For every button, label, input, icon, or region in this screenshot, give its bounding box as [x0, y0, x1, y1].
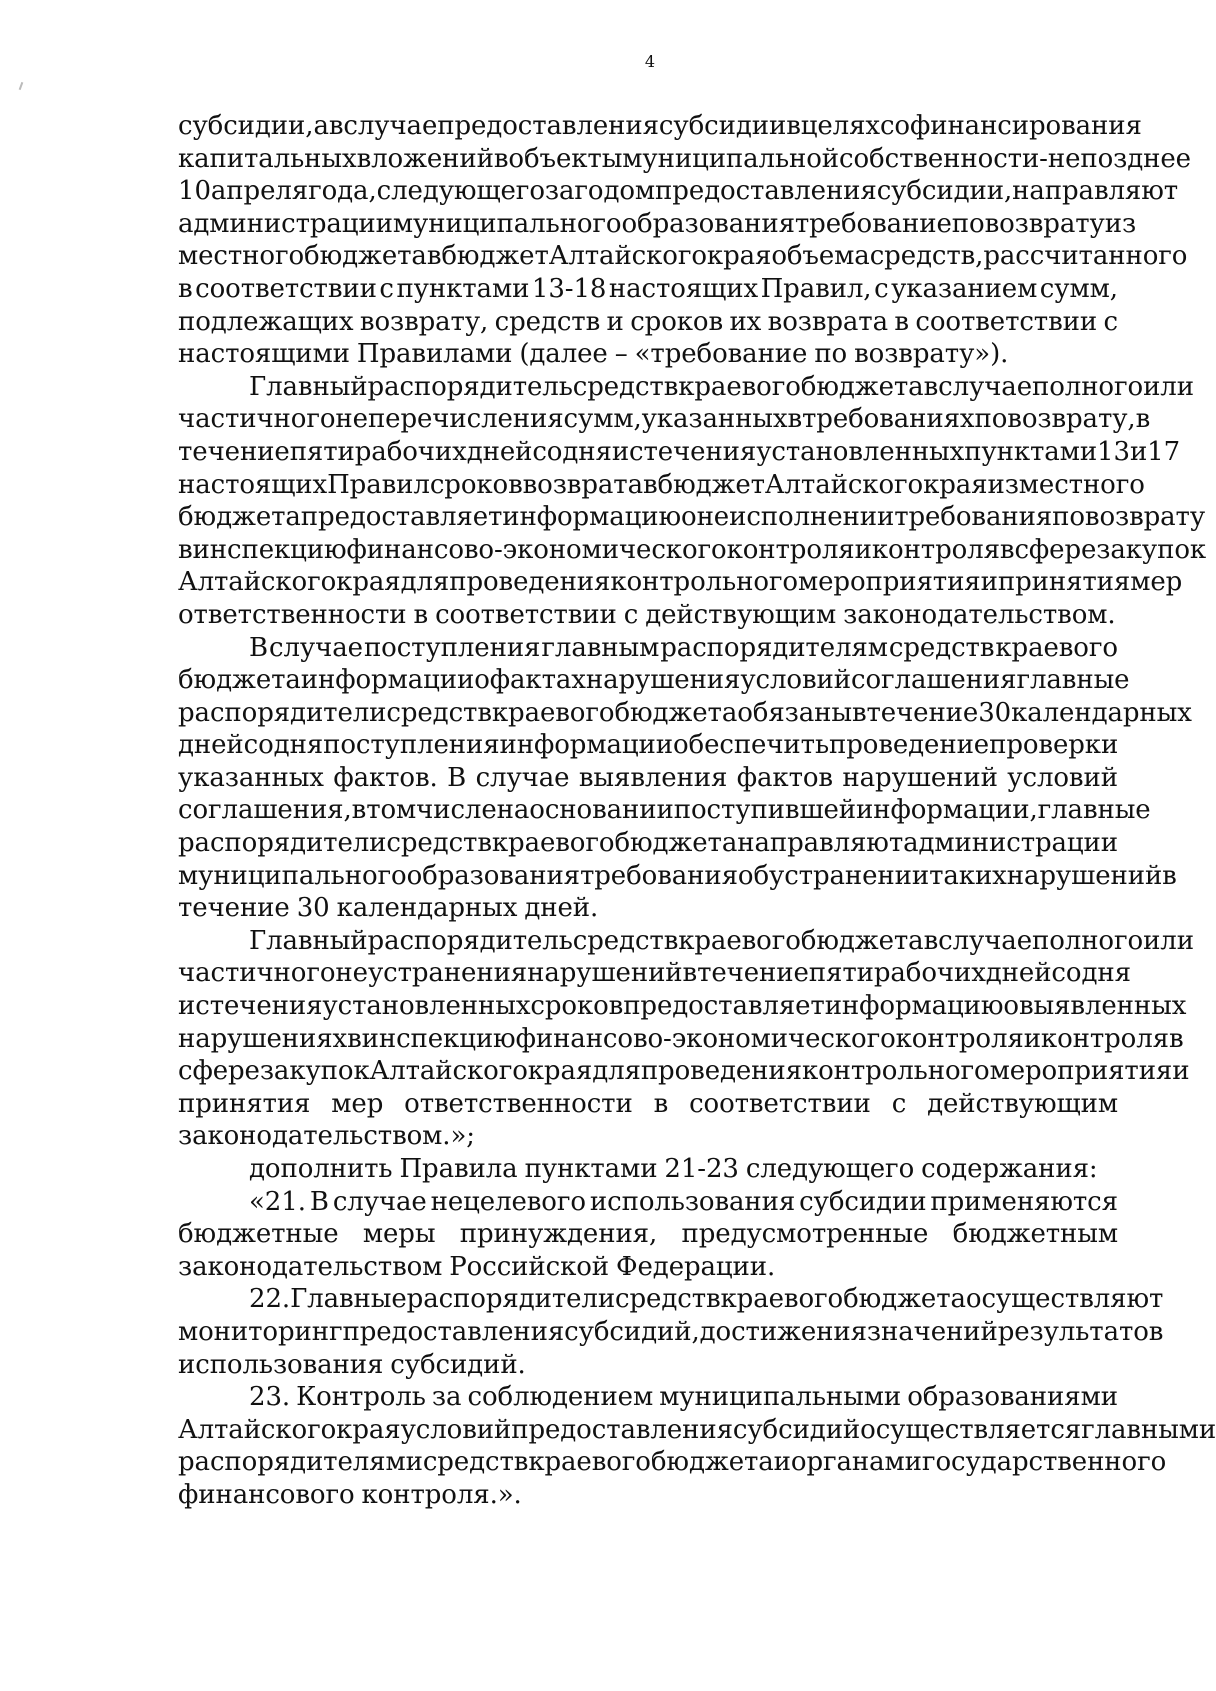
- text-line: в инспекцию финансово-экономического контроля и контроля в сфере закупок: [178, 534, 1207, 565]
- text-line: распорядители средств краевого бюджета направляют администрации: [178, 828, 1119, 859]
- text-line: ответственности в соответствии с действующим законодательством.: [178, 599, 1116, 630]
- text-line: частичного неустранения нарушений в течение пяти рабочих дней со дня: [178, 958, 1131, 989]
- text-line: принятия мер ответственности в соответствии с действующим: [178, 1088, 1118, 1119]
- paragraph: [178, 1381, 1216, 1511]
- text-line: субсидии, а в случае предоставления субсидии в целях софинансирования: [178, 111, 1142, 141]
- text-line: местного бюджета в бюджет Алтайского края объема средств, рассчитанного: [178, 241, 1188, 272]
- text-line: соглашения, в том числе на основании поступившей информации, главные: [178, 795, 1151, 826]
- text-line: дней со дня поступления информации обеспечить проведение проверки: [178, 730, 1119, 761]
- text-line: частичного неперечисления сумм, указанных в требованиях по возврату, в: [178, 404, 1151, 435]
- paragraph: [178, 1186, 1118, 1284]
- text-line: распорядителями средств краевого бюджета и органами государственного: [178, 1447, 1167, 1478]
- text-line: мониторинг предоставления субсидий, достижения значений результатов: [178, 1316, 1164, 1347]
- text-line: течение пяти рабочих дней со дня истечения установленных пунктами 13 и 17: [178, 436, 1181, 467]
- paragraph: [178, 632, 1192, 925]
- text-line: бюджета информации о фактах нарушения условий соглашения главные: [178, 665, 1130, 696]
- text-line: нарушениях в инспекцию финансово-экономического контроля и контроля в: [178, 1023, 1184, 1054]
- text-line: Алтайского края условий предоставления субсидий осуществляется главными: [178, 1414, 1216, 1445]
- text-line: бюджетные меры принуждения, предусмотренные бюджетным: [178, 1219, 1118, 1250]
- text-line: дополнить Правила пунктами 21-23 следующего содержания:: [249, 1154, 1098, 1184]
- text-line: сфере закупок Алтайского края для проведения контрольного мероприятия и: [178, 1056, 1190, 1087]
- paragraph: [178, 371, 1207, 632]
- page-number: 4: [644, 52, 656, 71]
- text-line: использования субсидий.: [178, 1349, 526, 1380]
- text-line: Главный распорядитель средств краевого бюджета в случае полного или: [249, 371, 1194, 402]
- text-line: течение 30 календарных дней.: [178, 893, 599, 924]
- text-line: 23. Контроль за соблюдением муниципальными образованиями: [249, 1382, 1118, 1413]
- text-line: истечения установленных сроков предоставляет информацию о выявленных: [178, 991, 1187, 1022]
- text-line: В случае поступления главным распорядителям средств краевого: [249, 632, 1118, 663]
- text-line: капитальных вложений в объекты муниципальной собственности - не позднее: [178, 143, 1191, 174]
- text-line: бюджета предоставляет информацию о неисполнении требования по возврату: [178, 502, 1206, 533]
- text-line: 10 апреля года, следующего за годом предоставления субсидии, направляют: [178, 176, 1179, 207]
- paragraph: [178, 925, 1194, 1153]
- text-line: муниципального образования требования об устранении таких нарушений в: [178, 860, 1177, 891]
- text-line: настоящих Правил сроков возврата в бюджет Алтайского края из местного: [178, 469, 1145, 500]
- text-line: подлежащих возврату, средств и сроков их возврата в соответствии с: [178, 306, 1118, 337]
- text-line: законодательством.»;: [178, 1121, 475, 1152]
- paragraph: [178, 110, 1191, 371]
- text-line: 22. Главные распорядители средств краевого бюджета осуществляют: [249, 1284, 1164, 1315]
- text-line: распорядители средств краевого бюджета обязаны в течение 30 календарных: [178, 697, 1192, 728]
- text-line: «21. В случае нецелевого использования субсидии применяются: [249, 1186, 1118, 1217]
- text-line: настоящими Правилами (далее – «требование по возврату»).: [178, 339, 1009, 370]
- paragraph: [178, 1153, 1118, 1186]
- text-line: законодательством Российской Федерации.: [178, 1251, 776, 1282]
- text-line: в соответствии с пунктами 13-18 настоящих Правил, с указанием сумм,: [178, 273, 1118, 304]
- scan-artifact: [19, 82, 24, 90]
- text-line: администрации муниципального образования требование по возврату из: [178, 208, 1137, 239]
- text-line: финансового контроля.».: [178, 1479, 522, 1510]
- document-body: [178, 110, 1216, 1512]
- text-line: Главный распорядитель средств краевого бюджета в случае полного или: [249, 925, 1194, 956]
- paragraph: [178, 1283, 1164, 1381]
- text-line: Алтайского края для проведения контрольного мероприятия и принятия мер: [178, 567, 1183, 598]
- text-line: указанных фактов. В случае выявления фактов нарушений условий: [178, 762, 1118, 793]
